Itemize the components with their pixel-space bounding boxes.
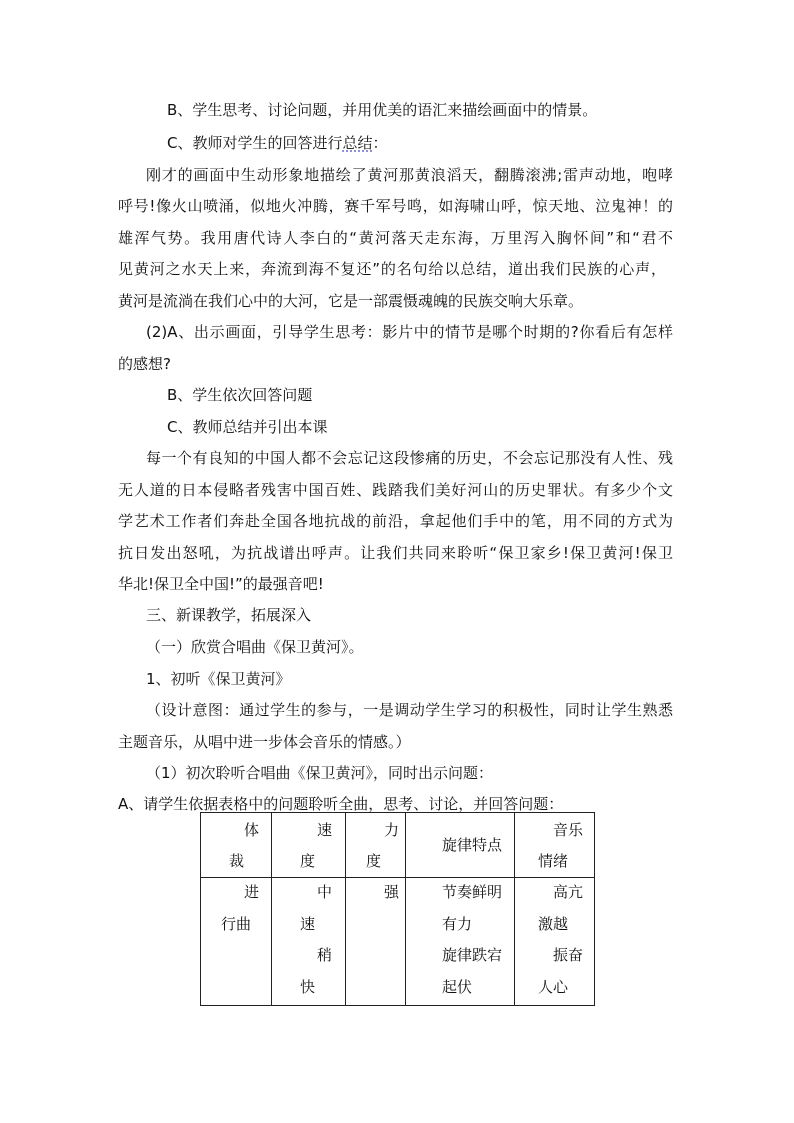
table-cell: [346, 878, 406, 1006]
para-line: 无人道的日本侵略者残害中国百姓、践踏我们美好河山的历史罪状。有多少个文: [118, 481, 673, 499]
para-line: 每一个有良知的中国人都不会忘记这段惨痛的历史，不会忘记那没有人性、残: [146, 449, 673, 467]
table-cell: [272, 878, 346, 1006]
para-line: A、请学生依据表格中的问题聆听全曲，思考、讨论，并回答问题：: [118, 795, 564, 813]
para-line: 呼号!像火山喷涌，似地火冲腾，赛千军号鸣，如海啸山呼，惊天地、泣鬼神！的: [118, 197, 673, 215]
table-cell: [515, 878, 595, 1006]
cell-text: 情绪: [538, 852, 569, 870]
cell-text: 激越: [538, 915, 569, 933]
para-line: 主题音乐，从唱中进一步体会音乐的情感。）: [118, 733, 411, 751]
subsection-heading: （一）欣赏合唱曲《保卫黄河》。: [146, 638, 364, 656]
section-heading: 三、新课教学，拓展深入: [146, 606, 312, 624]
para-line: 雄浑气势。我用唐代诗人李白的“黄河落天走东海，万里泻入胸怀间”和“君不: [118, 229, 673, 247]
cell-text: 度: [300, 852, 316, 870]
cell-text: 中: [317, 883, 333, 901]
para-line: [167, 133, 388, 153]
item-heading: 1、初听《保卫黄河》: [146, 670, 291, 688]
cell-text: 速: [300, 915, 316, 933]
music-analysis-table: [200, 812, 595, 1006]
para-line: 华北!保卫全中国!”的最强音吧!: [118, 575, 324, 593]
underlined-word: 总结: [342, 134, 373, 152]
cell-text: 快: [300, 978, 316, 996]
cell-text: 体: [244, 821, 260, 839]
table-header-cell: [201, 813, 272, 878]
cell-text: 行曲: [221, 915, 252, 933]
text-run: ：: [372, 134, 388, 152]
table-header-cell: [406, 813, 515, 878]
table-header-cell: [272, 813, 346, 878]
para-line: B、学生依次回答问题: [167, 386, 313, 404]
para-line: C、教师总结并引出本课: [167, 418, 328, 436]
table-header-cell: [346, 813, 406, 878]
table-cell: [406, 878, 515, 1006]
cell-text: 高亢: [553, 883, 584, 901]
para-line: B、学生思考、讨论问题，并用优美的语汇来描绘画面中的情景。: [167, 101, 598, 119]
table-cell: [201, 878, 272, 1006]
cell-text: 度: [366, 852, 382, 870]
text-run: C、教师对学生的回答进行: [167, 134, 343, 152]
para-line: 黄河是流淌在我们心中的大河，它是一部震慑魂魄的民族交响大乐章。: [118, 292, 584, 310]
cell-text: 音乐: [553, 821, 584, 839]
para-line: 抗日发出怒吼，为抗战谱出呼声。让我们共同来聆听“保卫家乡!保卫黄河!保卫: [118, 544, 673, 562]
cell-text: 旋律跌宕: [442, 946, 503, 964]
para-line: (2)A、出示画面，引导学生思考：影片中的情节是哪个时期的?你看后有怎样: [146, 323, 673, 341]
cell-text: 有力: [442, 915, 473, 933]
cell-text: 振奋: [553, 946, 584, 964]
cell-text: 稍: [317, 946, 333, 964]
cell-text: 裁: [229, 852, 245, 870]
cell-text: 强: [384, 883, 400, 901]
cell-text: 力: [384, 821, 400, 839]
cell-text: 节奏鲜明: [442, 883, 503, 901]
table-row: [201, 878, 595, 1006]
para-line: （设计意图：通过学生的参与，一是调动学生学习的积极性，同时让学生熟悉: [146, 701, 673, 719]
cell-text: 旋律特点: [442, 836, 503, 854]
cell-text: 速: [317, 821, 333, 839]
cell-text: 人心: [538, 978, 569, 996]
para-line: 学艺术工作者们奔赴全国各地抗战的前沿，拿起他们手中的笔，用不同的方式为: [118, 512, 673, 530]
para-line: 见黄河之水天上来，奔流到海不复还”的名句给以总结，道出我们民族的心声，: [118, 260, 666, 278]
para-line: 刚才的画面中生动形象地描绘了黄河那黄浪滔天，翻腾滚沸;雷声动地，咆哮: [146, 166, 673, 184]
table-header-row: [201, 813, 595, 878]
para-line: （1）初次聆听合唱曲《保卫黄河》，同时出示问题：: [146, 764, 494, 782]
cell-text: 起伏: [442, 978, 473, 996]
para-line: 的感想?: [118, 355, 171, 373]
table-header-cell: [515, 813, 595, 878]
cell-text: 进: [244, 883, 260, 901]
